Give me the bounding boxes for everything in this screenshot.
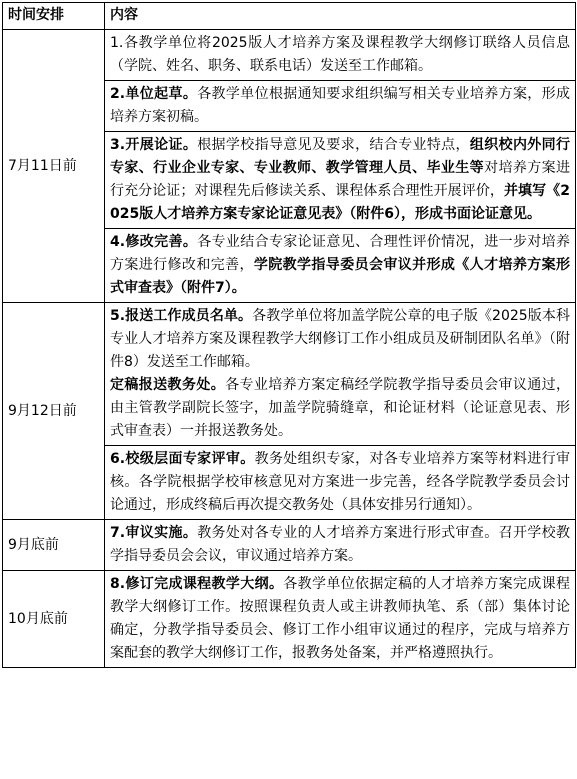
body-text: 各专业结合专家论证意见、合理性评价情况，进一步对培养方案进行修改和完善， — [110, 234, 571, 273]
bold-text: 定稿报送教务处。 — [110, 377, 226, 393]
table-row — [3, 303, 576, 446]
content-cell — [105, 132, 576, 229]
content-paragraph — [110, 32, 570, 78]
schedule-table — [2, 2, 576, 668]
bold-text: 并填写《2025版人才培养方案专家论证意见表》（附件6），形成书面论证意见。 — [110, 183, 570, 222]
table-row — [3, 571, 576, 668]
header-content: 内容 — [105, 3, 576, 30]
bold-text: 6.校级层面专家评审。 — [110, 451, 255, 467]
content-cell — [105, 303, 576, 446]
bold-text: 3.开展论证。 — [110, 137, 198, 153]
bold-text: 4.修改完善。 — [110, 234, 198, 250]
content-paragraph — [110, 134, 570, 226]
content-paragraph — [110, 448, 570, 517]
bold-text: 组织校内外同行专家、行业企业专家、专业教师、教学管理人员、毕业生等 — [110, 137, 571, 176]
body-text: 各教学单位将加盖学院公章的电子版《2025版本科专业人才培养方案及课程教学大纲修订工作小组成员及研制团队名单》（附件8）发送至工作邮箱。 — [110, 308, 570, 370]
content-paragraph — [110, 522, 570, 568]
table-row — [3, 520, 576, 571]
date-cell: 10月底前 — [3, 571, 105, 668]
content-cell — [105, 571, 576, 668]
body-text: 各教学单位根据通知要求组织编写相关专业培养方案，形成培养方案初稿。 — [110, 86, 571, 125]
bold-text: 2.单位起草。 — [110, 86, 198, 102]
content-paragraph — [110, 374, 570, 443]
content-paragraph — [110, 573, 570, 665]
bold-text: 7.审议实施。 — [110, 525, 198, 541]
content-paragraph — [110, 83, 570, 129]
body-text: 对培养方案进行充分论证；对课程先后修读关系、课程体系合理性开展评价， — [110, 160, 571, 199]
content-cell — [105, 81, 576, 132]
date-cell: 9月底前 — [3, 520, 105, 571]
date-cell: 7月11日前 — [3, 30, 105, 303]
table-row — [3, 30, 576, 81]
body-text: 教务处组织专家，对各专业培养方案等材料进行审核。各学院根据学校审核意见对方案进一步完善，经各学院教学委员会讨论通过，形成终稿后再次提交教务处（具体安排另行通知）。 — [110, 451, 571, 513]
bold-text: 5.报送工作成员名单。 — [110, 308, 253, 324]
content-cell — [105, 520, 576, 571]
bold-text: 8.修订完成课程教学大纲。 — [110, 576, 284, 592]
content-paragraph — [110, 305, 570, 374]
bold-text: 学院教学指导委员会审议并形成《人才培养方案形式审查表》（附件7）。 — [110, 257, 571, 296]
body-text: 教务处对各专业的人才培养方案进行形式审查。召开学校教学指导委员会会议，审议通过培养方案。 — [110, 525, 571, 564]
content-paragraph — [110, 231, 570, 300]
body-text: 根据学校指导意见及要求，结合专业特点， — [197, 137, 470, 153]
body-text: 1.各教学单位将2025版人才培养方案及课程教学大纲修订联络人员信息（学院、姓名、职务、联系电话）发送至工作邮箱。 — [110, 35, 570, 74]
body-text: 各教学单位依据定稿的人才培养方案完成课程教学大纲修订工作。按照课程负责人或主讲教师执笔、系（部）集体讨论确定，分教学指导委员会、修订工作小组审议通过的程序，完成与培养方案配套的教学大纲修订工作，报教务处备案，并严格遵照执行。 — [110, 576, 570, 661]
content-cell — [105, 446, 576, 520]
content-cell — [105, 30, 576, 81]
header-time: 时间安排 — [3, 3, 105, 30]
body-text: 各专业培养方案定稿经学院教学指导委员会审议通过，由主管教学副院长签字，加盖学院骑缝章，和论证材料（论证意见表、形式审查表）一并报送教务处。 — [110, 377, 571, 439]
table-header-row — [3, 3, 576, 30]
content-cell — [105, 229, 576, 303]
date-cell: 9月12日前 — [3, 303, 105, 520]
